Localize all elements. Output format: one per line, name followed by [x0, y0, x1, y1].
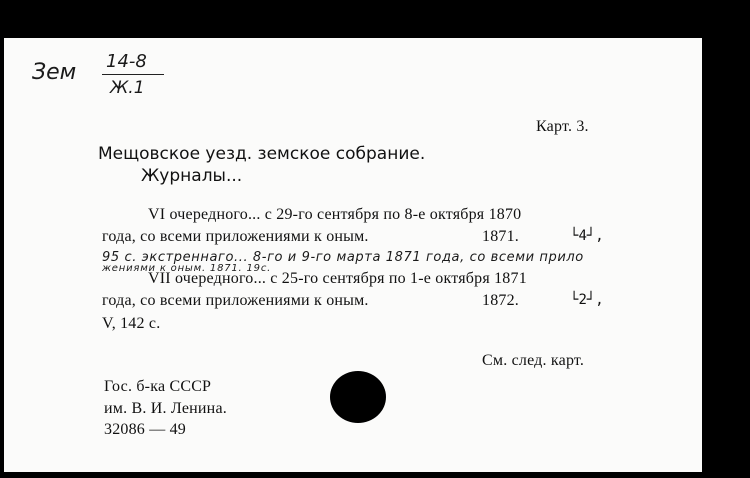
library-line2: им. В. И. Ленина.	[104, 400, 227, 417]
catalog-card	[4, 38, 702, 472]
entry1-count-value: 4	[578, 228, 587, 244]
entry2-line1: VII очередного... с 25-го сентября по 1-е октября 1871	[148, 270, 527, 287]
shelfmark-top: 14-8	[106, 51, 147, 72]
entry2-line2: года, со всеми приложениями к оным.	[102, 292, 369, 309]
entry2-year: 1872.	[482, 292, 519, 309]
library-line3: 32086 — 49	[104, 421, 186, 438]
entry1-line1: VI очередного... с 29-го сентября по 8-е октября 1870	[148, 206, 522, 223]
card-number: Карт. 3.	[536, 118, 589, 135]
entry2-pages: V, 142 с.	[102, 315, 161, 332]
shelfmark-divider	[102, 74, 164, 75]
punch-hole	[330, 371, 386, 423]
card-subtitle: Журналы...	[141, 166, 243, 186]
handwritten-note-line2: жениями к оным. 1871. 19с.	[102, 263, 272, 274]
shelfmark-bottom: Ж.1	[110, 78, 145, 98]
see-next-card: См. след. карт.	[482, 352, 585, 369]
entry2-count: └2┘,	[570, 292, 604, 308]
library-line1: Гос. б-ка СССР	[104, 378, 212, 395]
entry1-line2: года, со всеми приложениями к оным.	[102, 228, 369, 245]
entry1-count: └4┘,	[570, 228, 604, 244]
handwritten-note-line1: 95 с. экстреннаго... 8-го и 9-го марта 1871 года, со всеми прило	[102, 250, 584, 265]
card-title: Мещовское уезд. земское собрание.	[98, 144, 426, 164]
entry2-count-value: 2	[578, 292, 587, 308]
entry1-year: 1871.	[482, 228, 519, 245]
shelfmark-prefix: Зем	[32, 60, 77, 85]
